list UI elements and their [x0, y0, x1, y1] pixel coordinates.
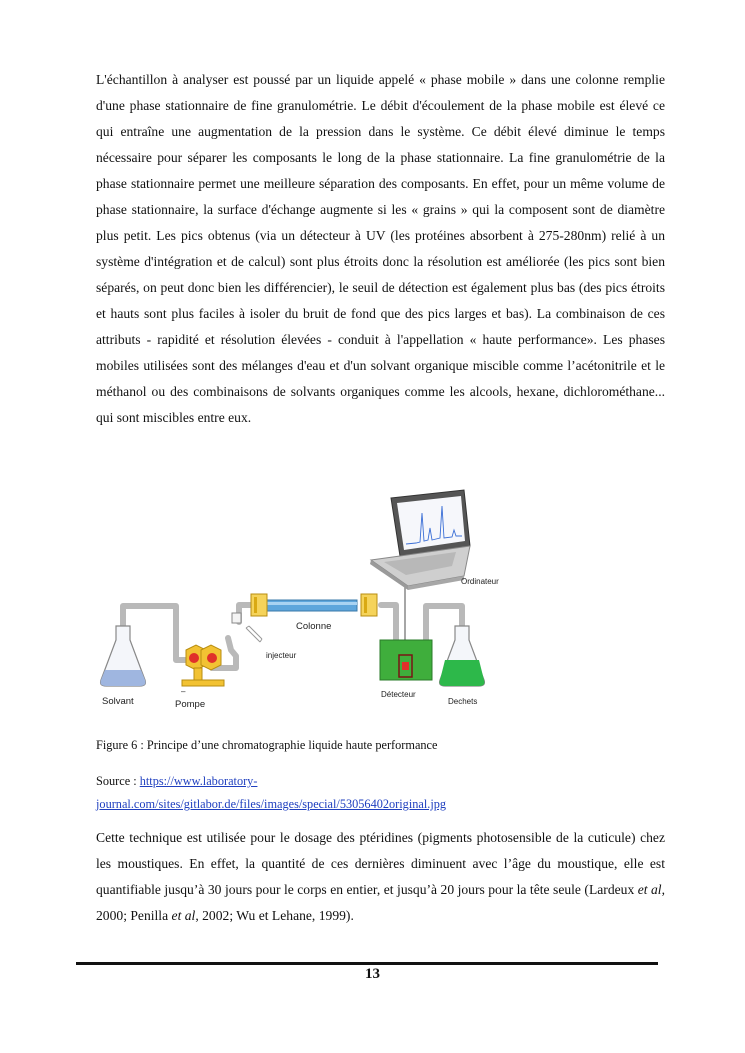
paragraph-pteridines — [96, 825, 665, 929]
paragraph2-start: Cette technique est utilisée pour le dosage des ptéridines (pigments photosensible de la cuticule) chez les moustiques. En effet, la quantité de ces dernières diminuent avec l’âge du moustique, elle est quantifiable jusqu’à 30 jours pour le corps en entier, et jusqu’à 20 jours pour la tête seule (Lardeux — [96, 830, 665, 897]
ordinateur-label: Ordinateur — [461, 577, 499, 586]
source-link[interactable] — [96, 774, 446, 811]
ordinateur — [370, 490, 470, 590]
source-link-line1: https://www.laboratory- — [139, 774, 258, 788]
paragraph2-end: , 2002; Wu et Lehane, 1999). — [195, 908, 354, 923]
dechets-flask — [440, 626, 485, 686]
hplc-diagram — [96, 488, 526, 716]
svg-text:–: – — [181, 687, 186, 696]
injecteur-label: injecteur — [266, 651, 297, 660]
detecteur-label: Détecteur — [381, 690, 416, 699]
et-al-1: et al — [637, 882, 662, 897]
source-link-line2: journal.com/sites/gitlabor.de/files/images/special/53056402original.jpg — [96, 797, 447, 811]
page-number: 13 — [365, 966, 380, 982]
colonne — [251, 594, 377, 616]
footer-rule — [76, 962, 658, 965]
pompe — [182, 645, 224, 686]
paragraph2-mid: , 2000; Penilla — [96, 882, 665, 923]
detecteur — [380, 640, 432, 680]
solvant-liquid — [101, 670, 146, 686]
injecteur — [232, 613, 262, 642]
dechets-label: Dechets — [448, 697, 478, 706]
colonne-label: Colonne — [296, 621, 332, 632]
paragraph-hplc-principle: L'échantillon à analyser est poussé par un liquide appelé « phase mobile » dans une colonne remplie d'une phase stationnaire de fine granulométrie. Le débit d'écoulement de la phase mobile est élevé ce qui entraîne une augmentation de la pression dans le système. Ce débit élevé diminue le temps nécessaire pour séparer les composants le long de la phase stationnaire. La fine granulométrie de la phase stationnaire permet une meilleure séparation des composants. En effet, pour un même volume de phase stationnaire, la surface d'échange augmente si les « grains » qui la composent sont de diamètre plus petit. Les pics obtenus (via un détecteur à UV (les protéines absorbent à 275-280nm) relié à un système d'intégration et de calcul) sont plus étroits donc la résolution est améliorée (les pics sont bien séparés, on peut donc bien les différencier), le seuil de détection est également plus bas (des pics étroits et hauts sont plus faciles à isoler du bruit de fond que des pics larges et bas). La combinaison de ces attributs - rapidité et résolution élevées - conduit à l'appellation « haute performance». Les phases mobiles utilisées sont des mélanges d'eau et d'un solvant organique miscible comme l’acétonitrile et le méthanol ou des combinaisons de solvants organiques comme les alcools, hexane, dichlorométhane... qui sont miscibles entre eux. — [96, 72, 665, 425]
et-al-2: et al — [171, 908, 196, 923]
figure-caption: Figure 6 : Principe d’une chromatographie liquide haute performance — [96, 738, 438, 752]
pompe-label: Pompe — [175, 699, 206, 710]
solvant-flask — [101, 626, 146, 686]
solvant-label: Solvant — [102, 696, 134, 707]
figure-source — [96, 770, 665, 816]
source-prefix: Source : — [96, 774, 140, 788]
dechets-liquid — [440, 660, 485, 686]
